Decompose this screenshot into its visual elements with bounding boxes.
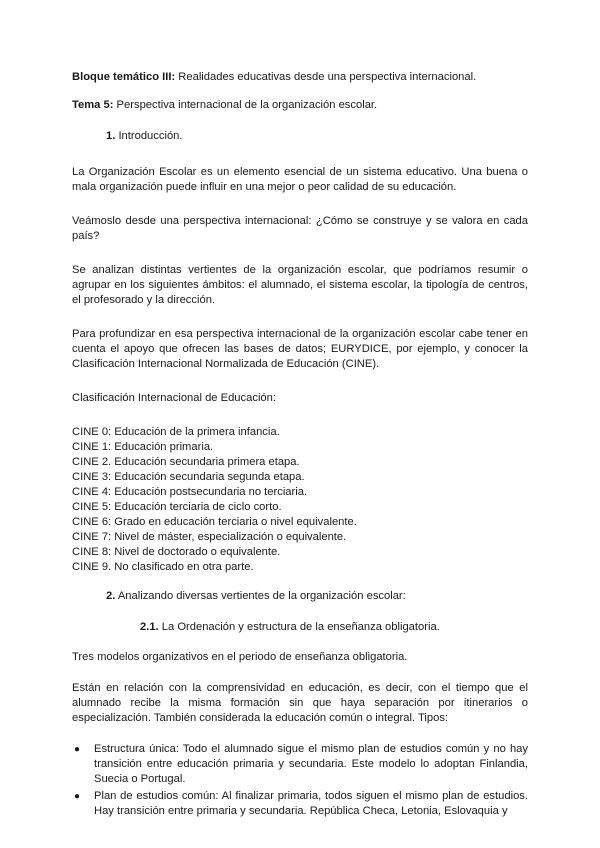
block-label: Bloque temático III:: [72, 71, 176, 83]
cine-item-8: CINE 8: Nivel de doctorado o equivalente.: [72, 546, 281, 558]
paragraph-7: Están en relación con la comprensividad en educación, es decir, con el tiempo que el alumnado recibe la misma formación sin que haya separación por itinerarios o especialización. También considerada la educación común o integral. Tipos:: [72, 682, 528, 724]
paragraph-5: Clasificación Internacional de Educación:: [72, 392, 276, 404]
paragraph-3: Se analizan distintas vertientes de la organización escolar, que podríamos resumir o agrupar en los siguientes ámbitos: el alumnado, el sistema escolar, la tipología de centros, el profesorado y la dirección.: [72, 264, 528, 306]
cine-item-1: CINE 1: Educación primaria.: [72, 441, 214, 453]
bullet-item-1-text: Plan de estudios común: Al finalizar primaria, todos siguen el mismo plan de estudios. Hay transición entre primaria y secundaria. República Checa, Letonia, Eslovaquia y: [94, 790, 528, 817]
section-2-1-text: La Ordenación y estructura de la enseñanza obligatoria.: [158, 621, 440, 633]
section-2-text: Analizando diversas vertientes de la organización escolar:: [115, 590, 406, 602]
cine-list: [72, 425, 528, 575]
cine-item-0: CINE 0: Educación de la primera infancia.: [72, 426, 280, 438]
models-bullet-list: [72, 742, 528, 819]
cine-item-5: CINE 5: Educación terciaria de ciclo corto.: [72, 501, 282, 513]
section-1-text: Introducción.: [115, 130, 183, 142]
bullet-item-0: [72, 742, 528, 787]
bullet-icon: ●: [74, 791, 81, 802]
topic-label: Tema 5:: [72, 99, 114, 111]
cine-item-9: CINE 9. No clasificado en otra parte.: [72, 561, 254, 573]
section-1-title: [106, 129, 528, 144]
paragraph-1: La Organización Escolar es un elemento esencial de un sistema educativo. Una buena o mala organización puede influir en una mejor o peor calidad de su educación.: [72, 166, 528, 193]
topic-text: Perspectiva internacional de la organización escolar.: [113, 99, 378, 111]
cine-item-7: CINE 7: Nivel de máster, especialización o equivalente.: [72, 531, 347, 543]
section-2-1-number: 2.1.: [140, 621, 159, 633]
section-2-title: [106, 589, 528, 604]
bullet-icon: ●: [74, 744, 81, 755]
bullet-item-1: [72, 789, 528, 819]
topic-heading: [72, 98, 528, 113]
section-1-number: 1.: [106, 130, 116, 142]
paragraph-2: Veámoslo desde una perspectiva internacional: ¿Cómo se construye y se valora en cada país?: [72, 215, 528, 242]
bullet-item-0-text: Estructura única: Todo el alumnado sigue el mismo plan de estudios común y no hay transición entre educación primaria y secundaria. Este modelo lo adoptan Finlandia, Suecia o Portugal.: [94, 743, 528, 785]
cine-item-2: CINE 2. Educación secundaria primera etapa.: [72, 456, 300, 468]
cine-item-3: CINE 3: Educación secundaria segunda etapa.: [72, 471, 305, 483]
block-text: Realidades educativas desde una perspectiva internacional.: [175, 71, 477, 83]
paragraph-6: Tres modelos organizativos en el periodo de enseñanza obligatoria.: [72, 651, 408, 663]
block-heading: [72, 70, 528, 85]
paragraph-4: Para profundizar en esa perspectiva internacional de la organización escolar cabe tener en cuenta el apoyo que ofrecen las bases de datos; EURYDICE, por ejemplo, y conocer la Clasificación Internacional Normalizada de Educación (CINE).: [72, 328, 528, 370]
section-2-number: 2.: [106, 590, 116, 602]
document-page: [72, 70, 528, 821]
section-2-1-title: [140, 620, 528, 635]
cine-item-4: CINE 4: Educación postsecundaria no terciaria.: [72, 486, 308, 498]
cine-item-6: CINE 6: Grado en educación terciaria o nivel equivalente.: [72, 516, 357, 528]
